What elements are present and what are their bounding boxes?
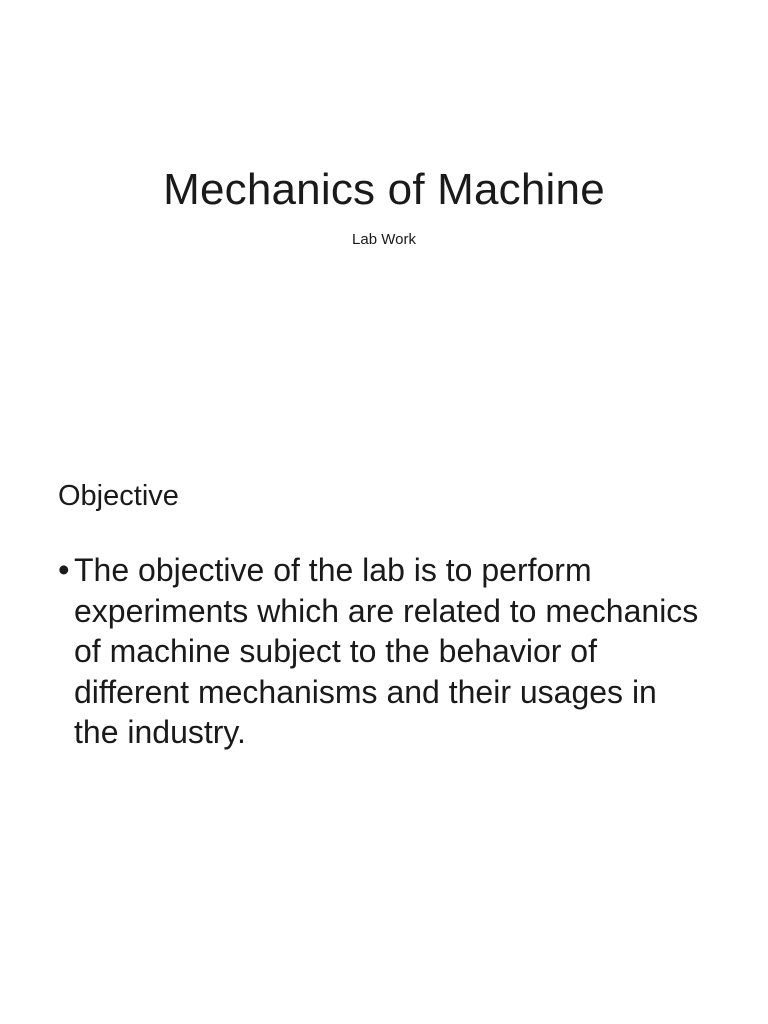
bullet-marker: • xyxy=(58,551,70,588)
title-slide xyxy=(0,0,768,430)
objective-slide xyxy=(0,440,768,1024)
section-heading: Objective xyxy=(58,480,179,512)
slide-subtitle: Lab Work xyxy=(352,231,416,248)
bullet-list xyxy=(58,550,708,753)
slide-title: Mechanics of Machine xyxy=(163,165,605,214)
list-item xyxy=(58,550,708,753)
bullet-text: The objective of the lab is to perform experiments which are related to mechanics of machine subject to the behavior of different mechanisms and their usages in the industry. xyxy=(74,552,699,750)
